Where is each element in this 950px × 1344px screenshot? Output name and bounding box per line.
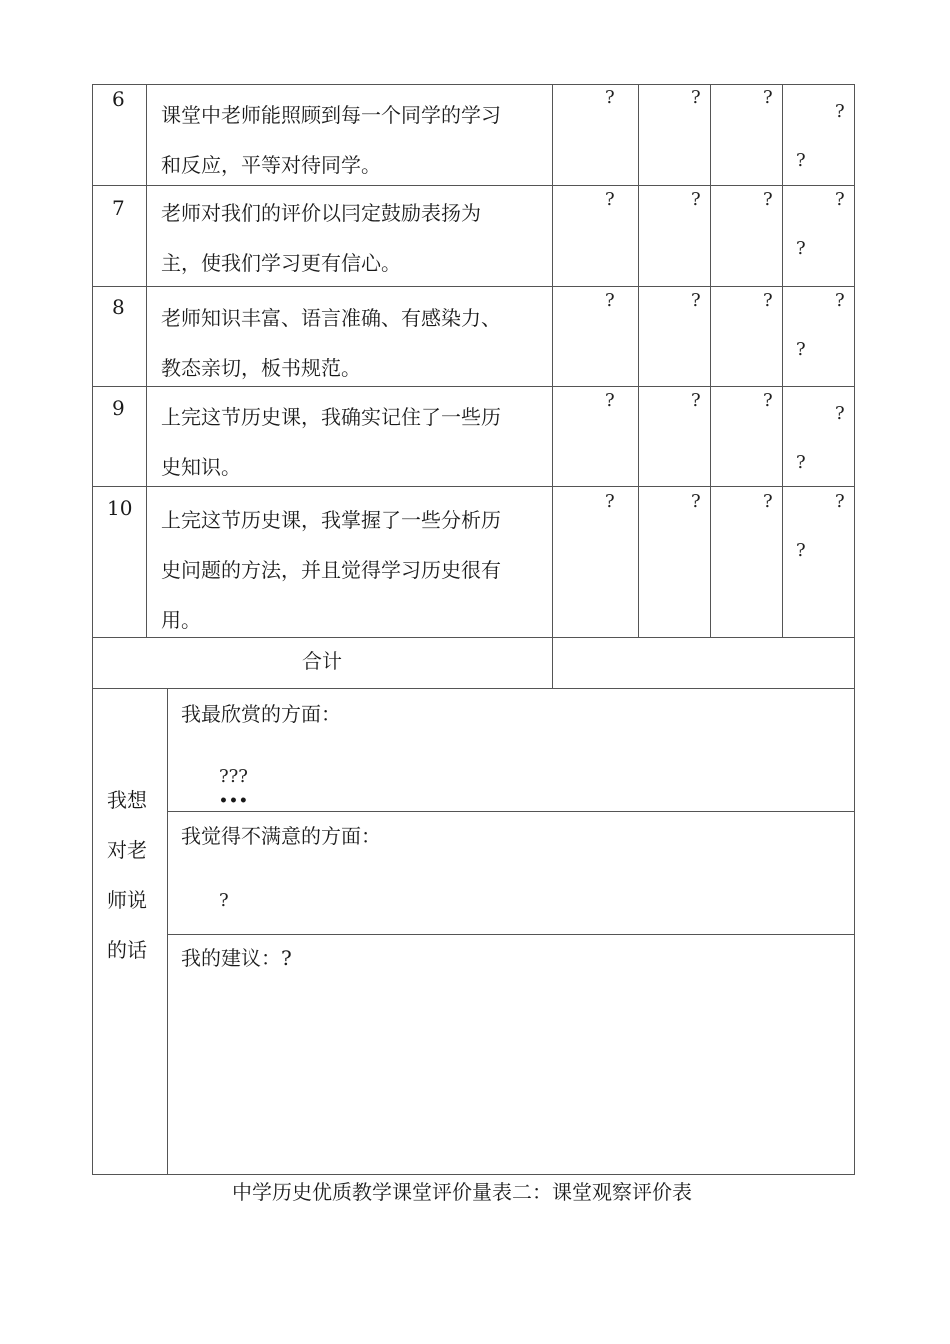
rating-mark: ? <box>835 491 845 512</box>
rating-mark: ? <box>835 189 845 210</box>
rating-mark: ? <box>796 150 806 171</box>
rating-mark: ? <box>605 290 615 311</box>
rating-mark: ? <box>691 491 701 512</box>
appreciate-label: 我最欣赏的方面： <box>181 702 341 726</box>
rating-mark: ? <box>605 189 615 210</box>
row-text-line: 史知识。 <box>161 455 241 479</box>
row-text-line: 老师对我们的评价以冃定鼓励表扬为 <box>161 201 481 225</box>
row-text-line: 老师知识丰富、语言准确、有感染力、 <box>161 306 501 330</box>
side-label-line: 我想 <box>107 788 147 812</box>
total-label: 合计 <box>302 649 342 673</box>
appreciate-dots: ••• <box>219 793 249 809</box>
side-label-line: 的话 <box>107 938 147 962</box>
row-number: 9 <box>112 396 125 420</box>
rating-mark: ? <box>691 87 701 108</box>
rating-mark: ? <box>763 290 773 311</box>
rating-mark: ? <box>763 390 773 411</box>
rating-mark: ? <box>796 452 806 473</box>
rating-mark: ? <box>691 390 701 411</box>
suggestion-label: 我的建议：? <box>181 946 292 970</box>
rating-mark: ? <box>835 290 845 311</box>
row-text-line: 教态亲切，板书规范。 <box>161 356 361 380</box>
side-label-line: 对老 <box>107 838 147 862</box>
rating-mark: ? <box>796 540 806 561</box>
rating-mark: ? <box>796 339 806 360</box>
rating-mark: ? <box>605 491 615 512</box>
row-text-line: 上完这节历史课，我掌握了一些分析历 <box>161 508 501 532</box>
row-number: 7 <box>112 196 125 220</box>
rating-mark: ? <box>763 491 773 512</box>
rating-mark: ? <box>763 87 773 108</box>
row-text-line: 课堂中老师能照顾到每一个同学的学习 <box>161 103 501 127</box>
rating-mark: ? <box>691 290 701 311</box>
appreciate-value: ??? <box>219 766 248 787</box>
rating-mark: ? <box>691 189 701 210</box>
rating-mark: ? <box>835 403 845 424</box>
side-label-line: 师说 <box>107 888 147 912</box>
row-number: 8 <box>112 295 125 319</box>
rating-mark: ? <box>796 238 806 259</box>
footer-title: 中学历史优质教学课堂评价量表二：课堂观察评价表 <box>232 1180 692 1204</box>
rating-mark: ? <box>605 390 615 411</box>
rating-mark: ? <box>835 101 845 122</box>
row-text-line: 和反应，平等对待同学。 <box>161 153 381 177</box>
dissatisfied-label: 我觉得不满意的方面： <box>181 824 381 848</box>
row-text-line: 上完这节历史课，我确实记住了一些历 <box>161 405 501 429</box>
rating-mark: ? <box>605 87 615 108</box>
row-number: 6 <box>112 87 125 111</box>
row-text-line: 主，使我们学习更有信心。 <box>161 251 401 275</box>
dissatisfied-value: ? <box>219 890 229 911</box>
row-number: 10 <box>107 496 133 520</box>
rating-mark: ? <box>763 189 773 210</box>
row-text-line: 用。 <box>161 608 201 632</box>
row-text-line: 史问题的方法，并且觉得学习历史很有 <box>161 558 501 582</box>
